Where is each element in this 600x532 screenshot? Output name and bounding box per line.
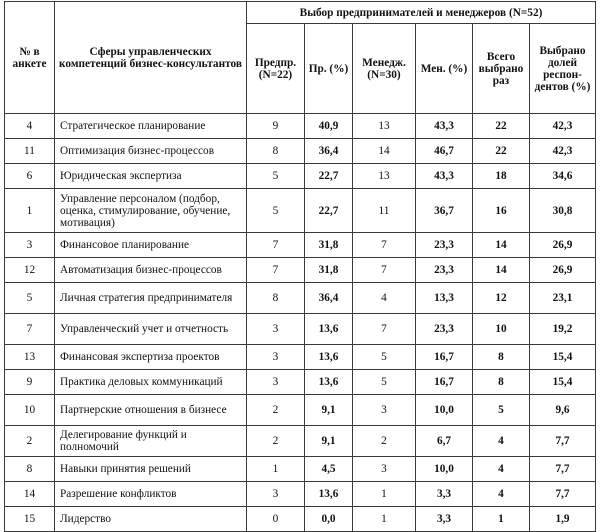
- table-body: [5, 114, 596, 532]
- table-cell-pred: 8: [247, 283, 305, 314]
- header-num: № в анкете: [5, 2, 55, 114]
- table-cell-total: 14: [473, 258, 530, 283]
- table-cell-num: 12: [5, 258, 55, 283]
- table-cell-pred: 3: [247, 482, 305, 507]
- table-cell-men-pct: 43,3: [416, 164, 473, 189]
- table-cell-share: 42,3: [530, 114, 596, 139]
- table-cell-men: 4: [353, 283, 416, 314]
- table-cell-pr-pct: 13,6: [305, 314, 353, 345]
- table-cell-men-pct: 10,0: [416, 395, 473, 426]
- table-cell-men: 3: [353, 395, 416, 426]
- table-cell-pr-pct: 13,6: [305, 370, 353, 395]
- table-cell-total: 8: [473, 370, 530, 395]
- table-cell-men: 13: [353, 164, 416, 189]
- table-cell-share: 9,6: [530, 395, 596, 426]
- header-share: Выбрано долей респон-дентов (%): [530, 24, 596, 114]
- table-cell-pred: 9: [247, 114, 305, 139]
- table-row: [5, 139, 596, 164]
- table-cell-pred: 5: [247, 164, 305, 189]
- table-cell-name: Лидерство: [55, 507, 247, 532]
- table-cell-num: 1: [5, 189, 55, 233]
- competence-table: [4, 1, 596, 532]
- table-cell-name: Навыки принятия решений: [55, 457, 247, 482]
- table-cell-num: 14: [5, 482, 55, 507]
- table-cell-share: 23,1: [530, 283, 596, 314]
- table-cell-num: 8: [5, 457, 55, 482]
- table-cell-pr-pct: 22,7: [305, 164, 353, 189]
- table-cell-name: Автоматизация бизнес-процессов: [55, 258, 247, 283]
- table-cell-men: 1: [353, 507, 416, 532]
- table-row: [5, 482, 596, 507]
- table-row: [5, 114, 596, 139]
- header-total: Всего выбрано раз: [473, 24, 530, 114]
- table-cell-men-pct: 23,3: [416, 233, 473, 258]
- table-cell-num: 2: [5, 426, 55, 457]
- table-cell-men-pct: 23,3: [416, 314, 473, 345]
- table-cell-pred: 3: [247, 370, 305, 395]
- table-cell-share: 15,4: [530, 345, 596, 370]
- table-cell-name: Делегирование функций и полномочий: [55, 426, 247, 457]
- table-cell-num: 13: [5, 345, 55, 370]
- table-cell-total: 12: [473, 283, 530, 314]
- table-cell-total: 4: [473, 457, 530, 482]
- table-row: [5, 345, 596, 370]
- table-cell-num: 6: [5, 164, 55, 189]
- table-cell-men: 13: [353, 114, 416, 139]
- table-cell-men-pct: 36,7: [416, 189, 473, 233]
- table-cell-share: 19,2: [530, 314, 596, 345]
- table-cell-share: 15,4: [530, 370, 596, 395]
- table-cell-name: Финансовое планирование: [55, 233, 247, 258]
- table-row: [5, 164, 596, 189]
- table-cell-num: 10: [5, 395, 55, 426]
- table-cell-men-pct: 3,3: [416, 482, 473, 507]
- table-cell-men: 7: [353, 314, 416, 345]
- table-row: [5, 233, 596, 258]
- table-cell-name: Разрешение конфликтов: [55, 482, 247, 507]
- table-cell-name: Стратегическое планирование: [55, 114, 247, 139]
- table-cell-num: 9: [5, 370, 55, 395]
- table-cell-men-pct: 16,7: [416, 370, 473, 395]
- table-cell-pr-pct: 4,5: [305, 457, 353, 482]
- header-sphere: Сферы управленческих компетенций бизнес-консультантов: [55, 2, 247, 114]
- table-cell-total: 22: [473, 139, 530, 164]
- table-cell-num: 5: [5, 283, 55, 314]
- table-cell-total: 18: [473, 164, 530, 189]
- table-cell-total: 1: [473, 507, 530, 532]
- table-cell-name: Управление персоналом (подбор, оценка, стимулирование, обучение, мотивация): [55, 189, 247, 233]
- table-cell-name: Управленческий учет и отчетность: [55, 314, 247, 345]
- table-cell-share: 42,3: [530, 139, 596, 164]
- table-cell-men: 5: [353, 370, 416, 395]
- table-row: [5, 507, 596, 532]
- table-cell-pred: 3: [247, 345, 305, 370]
- table-cell-name: Партнерские отношения в бизнесе: [55, 395, 247, 426]
- table-cell-share: 26,9: [530, 233, 596, 258]
- table-cell-total: 14: [473, 233, 530, 258]
- table-cell-share: 26,9: [530, 258, 596, 283]
- table-cell-pr-pct: 9,1: [305, 395, 353, 426]
- table-cell-total: 10: [473, 314, 530, 345]
- table-cell-share: 30,8: [530, 189, 596, 233]
- table-cell-men: 5: [353, 345, 416, 370]
- table-row: [5, 457, 596, 482]
- table-row: [5, 426, 596, 457]
- header-pred: Предпр. (N=22): [247, 24, 305, 114]
- table-cell-name: Финансовая экспертиза проектов: [55, 345, 247, 370]
- table-row: [5, 258, 596, 283]
- table-cell-pr-pct: 36,4: [305, 139, 353, 164]
- table-cell-total: 4: [473, 426, 530, 457]
- table-cell-men: 7: [353, 233, 416, 258]
- table-cell-total: 16: [473, 189, 530, 233]
- table-cell-share: 7,7: [530, 426, 596, 457]
- table-cell-total: 22: [473, 114, 530, 139]
- table-cell-men-pct: 10,0: [416, 457, 473, 482]
- table-cell-men: 11: [353, 189, 416, 233]
- table-cell-pr-pct: 31,8: [305, 258, 353, 283]
- table-cell-men: 7: [353, 258, 416, 283]
- table-cell-pred: 7: [247, 233, 305, 258]
- table-cell-men: 1: [353, 482, 416, 507]
- table-cell-share: 34,6: [530, 164, 596, 189]
- table-row: [5, 314, 596, 345]
- table-cell-pred: 2: [247, 426, 305, 457]
- table-cell-pr-pct: 36,4: [305, 283, 353, 314]
- header-men-pct: Мен. (%): [416, 24, 473, 114]
- table-row: [5, 283, 596, 314]
- table-cell-total: 8: [473, 345, 530, 370]
- table-cell-pr-pct: 13,6: [305, 345, 353, 370]
- table-cell-men-pct: 43,3: [416, 114, 473, 139]
- table-cell-pred: 3: [247, 314, 305, 345]
- header-pr-pct: Пр. (%): [305, 24, 353, 114]
- table-cell-num: 3: [5, 233, 55, 258]
- table-cell-num: 11: [5, 139, 55, 164]
- table-cell-men-pct: 6,7: [416, 426, 473, 457]
- table-cell-num: 15: [5, 507, 55, 532]
- table-row: [5, 395, 596, 426]
- table-cell-pred: 7: [247, 258, 305, 283]
- table-cell-pred: 5: [247, 189, 305, 233]
- table-row: [5, 370, 596, 395]
- table-cell-men: 3: [353, 457, 416, 482]
- table-cell-pred: 2: [247, 395, 305, 426]
- table-cell-men-pct: 16,7: [416, 345, 473, 370]
- table-cell-share: 7,7: [530, 482, 596, 507]
- table-cell-share: 1,9: [530, 507, 596, 532]
- header-group: Выбор предпринимателей и менеджеров (N=52): [247, 2, 596, 24]
- table-cell-pred: 8: [247, 139, 305, 164]
- table-cell-pred: 0: [247, 507, 305, 532]
- table-cell-total: 4: [473, 482, 530, 507]
- table-cell-men-pct: 46,7: [416, 139, 473, 164]
- table-cell-men: 2: [353, 426, 416, 457]
- table-cell-men: 14: [353, 139, 416, 164]
- table-cell-men-pct: 13,3: [416, 283, 473, 314]
- table-cell-pr-pct: 0,0: [305, 507, 353, 532]
- table-cell-pr-pct: 13,6: [305, 482, 353, 507]
- table-cell-pr-pct: 40,9: [305, 114, 353, 139]
- table-cell-share: 7,7: [530, 457, 596, 482]
- table-cell-total: 5: [473, 395, 530, 426]
- header-men: Менедж. (N=30): [353, 24, 416, 114]
- table-row: [5, 189, 596, 233]
- table-cell-men-pct: 23,3: [416, 258, 473, 283]
- table-cell-men-pct: 3,3: [416, 507, 473, 532]
- table-cell-num: 7: [5, 314, 55, 345]
- table-cell-num: 4: [5, 114, 55, 139]
- table-cell-pred: 1: [247, 457, 305, 482]
- table-cell-name: Практика деловых коммуникаций: [55, 370, 247, 395]
- table-cell-pr-pct: 31,8: [305, 233, 353, 258]
- table-cell-pr-pct: 9,1: [305, 426, 353, 457]
- table-cell-name: Оптимизация бизнес-процессов: [55, 139, 247, 164]
- table-cell-name: Личная стратегия предпринимателя: [55, 283, 247, 314]
- table-cell-name: Юридическая экспертиза: [55, 164, 247, 189]
- table-cell-pr-pct: 22,7: [305, 189, 353, 233]
